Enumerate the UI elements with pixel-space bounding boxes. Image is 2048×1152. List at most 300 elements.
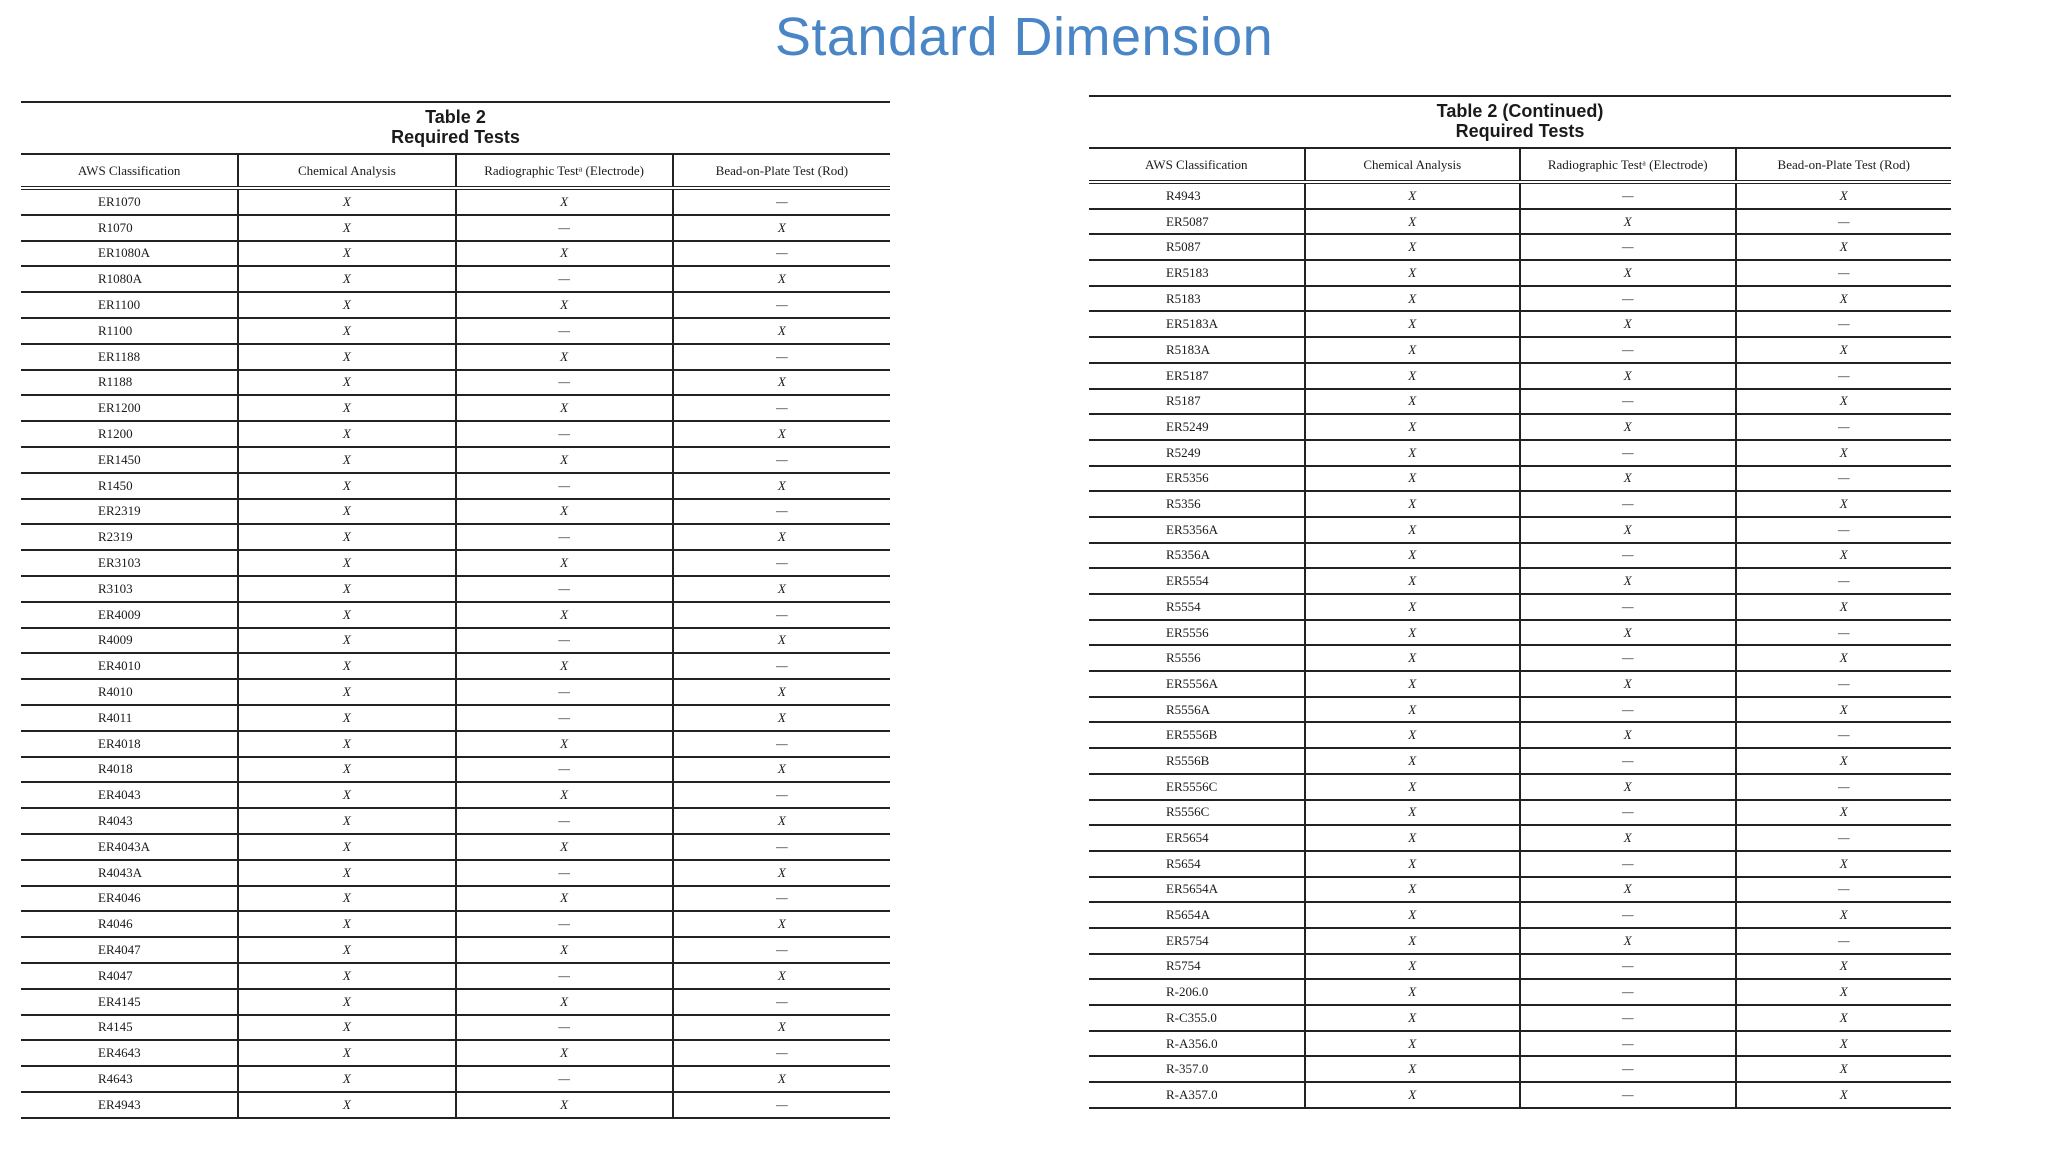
chemical-analysis-cell: X (1305, 260, 1521, 286)
chemical-analysis-cell: X (238, 1092, 455, 1118)
bead-on-plate-cell: — (1736, 722, 1952, 748)
radiographic-test-cell: — (1520, 182, 1736, 209)
chemical-analysis-cell: X (1305, 1005, 1521, 1031)
chemical-analysis-cell: X (1305, 774, 1521, 800)
radiographic-test-cell: X (456, 731, 673, 757)
bead-on-plate-cell: X (673, 808, 890, 834)
header-aws-classification: AWS Classification (1089, 148, 1305, 182)
table-row (21, 602, 890, 628)
aws-classification-cell: R5556B (1089, 748, 1305, 774)
radiographic-test-cell: — (1520, 1082, 1736, 1108)
radiographic-test-cell: — (1520, 1031, 1736, 1057)
chemical-analysis-cell: X (238, 1040, 455, 1066)
chemical-analysis-cell: X (1305, 748, 1521, 774)
radiographic-test-cell: — (1520, 491, 1736, 517)
aws-classification-cell: R-A356.0 (1089, 1031, 1305, 1057)
table-row (1089, 645, 1951, 671)
table-row (1089, 902, 1951, 928)
chemical-analysis-cell: X (1305, 466, 1521, 492)
radiographic-test-cell: — (1520, 1005, 1736, 1031)
radiographic-test-cell: X (456, 447, 673, 473)
chemical-analysis-cell: X (238, 628, 455, 654)
radiographic-test-cell: X (456, 344, 673, 370)
table-row (21, 860, 890, 886)
radiographic-test-cell: — (1520, 851, 1736, 877)
chemical-analysis-cell: X (238, 757, 455, 783)
radiographic-test-cell: X (456, 937, 673, 963)
radiographic-test-cell: X (1520, 260, 1736, 286)
table-row (21, 576, 890, 602)
chemical-analysis-cell: X (1305, 902, 1521, 928)
radiographic-test-cell: — (1520, 697, 1736, 723)
bead-on-plate-cell: — (673, 241, 890, 267)
radiographic-test-cell: X (456, 292, 673, 318)
chemical-analysis-cell: X (238, 241, 455, 267)
table-row (1089, 825, 1951, 851)
aws-classification-cell: R2319 (21, 524, 238, 550)
table-row (21, 782, 890, 808)
required-tests-table (21, 101, 890, 1119)
bead-on-plate-cell: — (1736, 620, 1952, 646)
aws-classification-cell: ER3103 (21, 550, 238, 576)
aws-classification-cell: R5087 (1089, 234, 1305, 260)
table-row (1089, 671, 1951, 697)
bead-on-plate-cell: — (1736, 260, 1952, 286)
table-row (21, 241, 890, 267)
table-row (1089, 543, 1951, 569)
aws-classification-cell: ER1100 (21, 292, 238, 318)
table-caption (1089, 95, 1951, 147)
table-row (21, 395, 890, 421)
aws-classification-cell: R4643 (21, 1066, 238, 1092)
table-row (21, 731, 890, 757)
radiographic-test-cell: X (1520, 722, 1736, 748)
bead-on-plate-cell: — (673, 782, 890, 808)
table-row (21, 344, 890, 370)
chemical-analysis-cell: X (238, 421, 455, 447)
chemical-analysis-cell: X (1305, 1056, 1521, 1082)
table-row (21, 421, 890, 447)
aws-classification-cell: R5187 (1089, 389, 1305, 415)
chemical-analysis-cell: X (1305, 389, 1521, 415)
table-row (21, 937, 890, 963)
table-row (1089, 954, 1951, 980)
chemical-analysis-cell: X (238, 886, 455, 912)
bead-on-plate-cell: X (1736, 543, 1952, 569)
chemical-analysis-cell: X (238, 602, 455, 628)
bead-on-plate-cell: X (673, 370, 890, 396)
radiographic-test-cell: — (1520, 234, 1736, 260)
bead-on-plate-cell: X (673, 524, 890, 550)
table-row (1089, 800, 1951, 826)
aws-classification-cell: R-A357.0 (1089, 1082, 1305, 1108)
radiographic-test-cell: — (1520, 800, 1736, 826)
bead-on-plate-cell: X (1736, 979, 1952, 1005)
chemical-analysis-cell: X (238, 550, 455, 576)
aws-classification-cell: R5183A (1089, 337, 1305, 363)
bead-on-plate-cell: — (1736, 209, 1952, 235)
aws-classification-cell: ER2319 (21, 499, 238, 525)
radiographic-test-cell: — (1520, 337, 1736, 363)
bead-on-plate-cell: — (673, 188, 890, 215)
chemical-analysis-cell: X (1305, 928, 1521, 954)
chemical-analysis-cell: X (1305, 363, 1521, 389)
table-row (21, 188, 890, 215)
bead-on-plate-cell: — (1736, 517, 1952, 543)
radiographic-test-cell: — (1520, 979, 1736, 1005)
required-tests-grid (21, 153, 890, 1119)
radiographic-test-cell: — (1520, 645, 1736, 671)
chemical-analysis-cell: X (238, 1066, 455, 1092)
aws-classification-cell: ER5556 (1089, 620, 1305, 646)
aws-classification-cell: R4010 (21, 679, 238, 705)
table-body (1089, 182, 1951, 1108)
chemical-analysis-cell: X (238, 860, 455, 886)
aws-classification-cell: R4009 (21, 628, 238, 654)
table-row (21, 370, 890, 396)
chemical-analysis-cell: X (1305, 543, 1521, 569)
chemical-analysis-cell: X (238, 782, 455, 808)
bead-on-plate-cell: X (673, 1015, 890, 1041)
chemical-analysis-cell: X (1305, 311, 1521, 337)
chemical-analysis-cell: X (1305, 517, 1521, 543)
aws-classification-cell: ER4943 (21, 1092, 238, 1118)
radiographic-test-cell: — (1520, 1056, 1736, 1082)
table-row (21, 1092, 890, 1118)
bead-on-plate-cell: X (1736, 491, 1952, 517)
header-radiographic-test: Radiographic Testᵃ (Electrode) (456, 154, 673, 188)
table-body (21, 188, 890, 1118)
bead-on-plate-cell: X (1736, 748, 1952, 774)
chemical-analysis-cell: X (1305, 209, 1521, 235)
chemical-analysis-cell: X (1305, 697, 1521, 723)
aws-classification-cell: R5554 (1089, 594, 1305, 620)
bead-on-plate-cell: — (673, 292, 890, 318)
chemical-analysis-cell: X (238, 731, 455, 757)
table-row (1089, 594, 1951, 620)
aws-classification-cell: R4043A (21, 860, 238, 886)
bead-on-plate-cell: — (1736, 671, 1952, 697)
header-row (21, 154, 890, 188)
chemical-analysis-cell: X (238, 292, 455, 318)
chemical-analysis-cell: X (238, 473, 455, 499)
aws-classification-cell: R5556C (1089, 800, 1305, 826)
radiographic-test-cell: — (1520, 594, 1736, 620)
header-row (1089, 148, 1951, 182)
radiographic-test-cell: X (1520, 620, 1736, 646)
bead-on-plate-cell: X (1736, 1082, 1952, 1108)
bead-on-plate-cell: — (1736, 825, 1952, 851)
table-row (21, 911, 890, 937)
chemical-analysis-cell: X (238, 1015, 455, 1041)
table-row (1089, 466, 1951, 492)
aws-classification-cell: ER4046 (21, 886, 238, 912)
aws-classification-cell: ER1080A (21, 241, 238, 267)
header-chemical-analysis: Chemical Analysis (1305, 148, 1521, 182)
chemical-analysis-cell: X (1305, 645, 1521, 671)
table-row (1089, 928, 1951, 954)
radiographic-test-cell: — (1520, 543, 1736, 569)
aws-classification-cell: R3103 (21, 576, 238, 602)
bead-on-plate-cell: X (1736, 1031, 1952, 1057)
aws-classification-cell: ER4043A (21, 834, 238, 860)
aws-classification-cell: ER4643 (21, 1040, 238, 1066)
table-row (1089, 979, 1951, 1005)
radiographic-test-cell: — (456, 705, 673, 731)
table-row (21, 215, 890, 241)
chemical-analysis-cell: X (238, 989, 455, 1015)
bead-on-plate-cell: — (673, 499, 890, 525)
bead-on-plate-cell: X (673, 576, 890, 602)
aws-classification-cell: R1188 (21, 370, 238, 396)
radiographic-test-cell: X (456, 395, 673, 421)
table-row (21, 318, 890, 344)
radiographic-test-cell: — (1520, 748, 1736, 774)
chemical-analysis-cell: X (238, 266, 455, 292)
chemical-analysis-cell: X (238, 576, 455, 602)
table-row (21, 266, 890, 292)
chemical-analysis-cell: X (238, 834, 455, 860)
chemical-analysis-cell: X (238, 679, 455, 705)
radiographic-test-cell: X (456, 499, 673, 525)
chemical-analysis-cell: X (1305, 620, 1521, 646)
aws-classification-cell: ER5556B (1089, 722, 1305, 748)
chemical-analysis-cell: X (238, 937, 455, 963)
table-row (21, 1040, 890, 1066)
table-caption (21, 101, 890, 153)
chemical-analysis-cell: X (1305, 851, 1521, 877)
table-row (21, 524, 890, 550)
chemical-analysis-cell: X (238, 447, 455, 473)
radiographic-test-cell: — (456, 757, 673, 783)
table-row (1089, 568, 1951, 594)
radiographic-test-cell: X (1520, 825, 1736, 851)
aws-classification-cell: ER4018 (21, 731, 238, 757)
aws-classification-cell: R1450 (21, 473, 238, 499)
bead-on-plate-cell: X (1736, 234, 1952, 260)
radiographic-test-cell: — (456, 215, 673, 241)
bead-on-plate-cell: — (1736, 414, 1952, 440)
bead-on-plate-cell: X (673, 628, 890, 654)
aws-classification-cell: R1100 (21, 318, 238, 344)
table-row (21, 473, 890, 499)
header-aws-classification: AWS Classification (21, 154, 238, 188)
required-tests-continued-table (1089, 95, 1951, 1109)
bead-on-plate-cell: — (673, 1040, 890, 1066)
bead-on-plate-cell: X (673, 860, 890, 886)
radiographic-test-cell: — (456, 679, 673, 705)
aws-classification-cell: ER4010 (21, 653, 238, 679)
bead-on-plate-cell: — (673, 937, 890, 963)
table-row (21, 705, 890, 731)
table-row (1089, 440, 1951, 466)
chemical-analysis-cell: X (1305, 234, 1521, 260)
radiographic-test-cell: — (456, 911, 673, 937)
chemical-analysis-cell: X (1305, 722, 1521, 748)
table-row (1089, 414, 1951, 440)
aws-classification-cell: R5183 (1089, 286, 1305, 312)
table-row (21, 886, 890, 912)
table-row (1089, 722, 1951, 748)
radiographic-test-cell: X (456, 550, 673, 576)
chemical-analysis-cell: X (1305, 1031, 1521, 1057)
chemical-analysis-cell: X (238, 318, 455, 344)
bead-on-plate-cell: X (673, 757, 890, 783)
bead-on-plate-cell: X (673, 318, 890, 344)
aws-classification-cell: ER4047 (21, 937, 238, 963)
bead-on-plate-cell: X (1736, 1056, 1952, 1082)
bead-on-plate-cell: — (673, 1092, 890, 1118)
chemical-analysis-cell: X (238, 911, 455, 937)
table-row (1089, 748, 1951, 774)
chemical-analysis-cell: X (1305, 337, 1521, 363)
radiographic-test-cell: X (456, 1092, 673, 1118)
aws-classification-cell: ER5556C (1089, 774, 1305, 800)
chemical-analysis-cell: X (238, 963, 455, 989)
aws-classification-cell: ER5183 (1089, 260, 1305, 286)
aws-classification-cell: R1200 (21, 421, 238, 447)
bead-on-plate-cell: — (673, 989, 890, 1015)
bead-on-plate-cell: — (1736, 774, 1952, 800)
bead-on-plate-cell: — (673, 344, 890, 370)
bead-on-plate-cell: X (1736, 440, 1952, 466)
radiographic-test-cell: — (1520, 389, 1736, 415)
radiographic-test-cell: — (456, 963, 673, 989)
radiographic-test-cell: — (456, 370, 673, 396)
aws-classification-cell: R5754 (1089, 954, 1305, 980)
aws-classification-cell: R4018 (21, 757, 238, 783)
table-row (1089, 697, 1951, 723)
radiographic-test-cell: — (456, 1066, 673, 1092)
radiographic-test-cell: X (1520, 517, 1736, 543)
aws-classification-cell: ER1200 (21, 395, 238, 421)
table-caption-subtitle: Required Tests (1455, 121, 1585, 141)
radiographic-test-cell: — (1520, 286, 1736, 312)
chemical-analysis-cell: X (238, 395, 455, 421)
table-caption-title: Table 2 (Continued) (1436, 101, 1604, 121)
chemical-analysis-cell: X (1305, 440, 1521, 466)
table-row (1089, 877, 1951, 903)
bead-on-plate-cell: — (673, 550, 890, 576)
table-row (21, 499, 890, 525)
aws-classification-cell: R4011 (21, 705, 238, 731)
aws-classification-cell: R5249 (1089, 440, 1305, 466)
chemical-analysis-cell: X (1305, 825, 1521, 851)
aws-classification-cell: ER5654A (1089, 877, 1305, 903)
bead-on-plate-cell: — (673, 653, 890, 679)
table-row (21, 963, 890, 989)
radiographic-test-cell: X (456, 834, 673, 860)
aws-classification-cell: ER4043 (21, 782, 238, 808)
aws-classification-cell: R5654A (1089, 902, 1305, 928)
aws-classification-cell: ER5654 (1089, 825, 1305, 851)
chemical-analysis-cell: X (1305, 800, 1521, 826)
table-row (21, 1066, 890, 1092)
table-row (1089, 1082, 1951, 1108)
aws-classification-cell: R4046 (21, 911, 238, 937)
radiographic-test-cell: — (456, 576, 673, 602)
table-row (1089, 182, 1951, 209)
radiographic-test-cell: X (456, 989, 673, 1015)
aws-classification-cell: ER5556A (1089, 671, 1305, 697)
table-row (1089, 1031, 1951, 1057)
aws-classification-cell: ER5754 (1089, 928, 1305, 954)
radiographic-test-cell: — (456, 1015, 673, 1041)
aws-classification-cell: R4047 (21, 963, 238, 989)
chemical-analysis-cell: X (1305, 286, 1521, 312)
radiographic-test-cell: X (456, 886, 673, 912)
chemical-analysis-cell: X (238, 524, 455, 550)
chemical-analysis-cell: X (1305, 491, 1521, 517)
chemical-analysis-cell: X (1305, 182, 1521, 209)
aws-classification-cell: R1080A (21, 266, 238, 292)
bead-on-plate-cell: X (673, 215, 890, 241)
radiographic-test-cell: X (1520, 209, 1736, 235)
radiographic-test-cell: — (456, 473, 673, 499)
bead-on-plate-cell: X (1736, 851, 1952, 877)
chemical-analysis-cell: X (1305, 877, 1521, 903)
table-row (1089, 620, 1951, 646)
aws-classification-cell: ER1070 (21, 188, 238, 215)
bead-on-plate-cell: X (673, 963, 890, 989)
bead-on-plate-cell: — (673, 731, 890, 757)
table-row (1089, 234, 1951, 260)
slide-title: Standard Dimension (774, 7, 1274, 67)
aws-classification-cell: R4043 (21, 808, 238, 834)
chemical-analysis-cell: X (238, 344, 455, 370)
table-row (1089, 337, 1951, 363)
table-row (1089, 286, 1951, 312)
table-row (1089, 491, 1951, 517)
radiographic-test-cell: — (456, 266, 673, 292)
table-row (21, 679, 890, 705)
bead-on-plate-cell: — (1736, 568, 1952, 594)
table-row (1089, 363, 1951, 389)
radiographic-test-cell: — (456, 808, 673, 834)
radiographic-test-cell: X (1520, 311, 1736, 337)
radiographic-test-cell: X (1520, 774, 1736, 800)
table-row (21, 653, 890, 679)
bead-on-plate-cell: X (1736, 389, 1952, 415)
bead-on-plate-cell: X (1736, 286, 1952, 312)
required-tests-grid (1089, 147, 1951, 1109)
bead-on-plate-cell: X (673, 266, 890, 292)
table-row (21, 1015, 890, 1041)
chemical-analysis-cell: X (1305, 671, 1521, 697)
radiographic-test-cell: X (1520, 671, 1736, 697)
chemical-analysis-cell: X (1305, 1082, 1521, 1108)
chemical-analysis-cell: X (238, 705, 455, 731)
bead-on-plate-cell: — (673, 886, 890, 912)
radiographic-test-cell: — (456, 628, 673, 654)
aws-classification-cell: R-C355.0 (1089, 1005, 1305, 1031)
bead-on-plate-cell: X (673, 473, 890, 499)
radiographic-test-cell: — (456, 860, 673, 886)
radiographic-test-cell: X (456, 241, 673, 267)
bead-on-plate-cell: — (673, 395, 890, 421)
table-row (21, 292, 890, 318)
table-row (1089, 517, 1951, 543)
chemical-analysis-cell: X (1305, 414, 1521, 440)
table-row (1089, 209, 1951, 235)
bead-on-plate-cell: — (673, 447, 890, 473)
table-row (1089, 260, 1951, 286)
bead-on-plate-cell: X (1736, 902, 1952, 928)
table-row (1089, 851, 1951, 877)
bead-on-plate-cell: X (673, 679, 890, 705)
bead-on-plate-cell: — (673, 602, 890, 628)
chemical-analysis-cell: X (238, 215, 455, 241)
